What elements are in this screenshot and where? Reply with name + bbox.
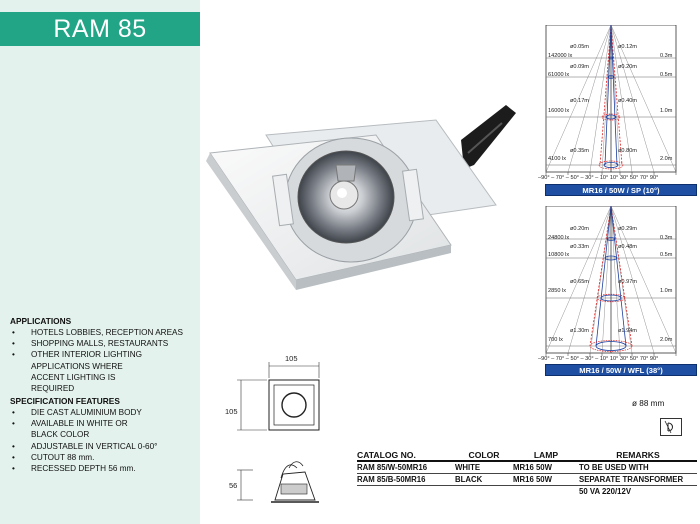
catalog-cell: 50 VA 220/12V [579,487,632,496]
catalog-cell: RAM 85/W-50MR16 [357,463,428,472]
lux-value: 2850 lx [548,288,567,294]
applications-list [10,327,198,394]
dimmer-symbol-icon [661,419,681,435]
beam-diameter-right: ø0.12m [618,44,637,50]
product-title: RAM 85 [0,12,200,46]
product-photo [206,95,526,295]
feature-item: • DIE CAST ALUMINIUM BODY [10,407,198,418]
beam-diameter-left: ø0.20m [570,226,589,232]
cutout-size: ø 88 mm [632,399,665,408]
beam-diameter-right: ø0.40m [618,98,637,104]
lux-value: 4100 lx [548,156,567,162]
table-row [357,462,697,474]
catalog-table [357,448,697,498]
application-item: • HOTELS LOBBIES, RECEPTION AREAS [10,327,198,338]
catalog-cell [357,486,455,498]
table-row [357,474,697,486]
application-item: • OTHER INTERIOR LIGHTING APPLICATIONS WHERE ACCENT LIGHTING IS REQUIRED [10,349,198,394]
lux-value: 10800 lx [548,252,570,258]
angle-axis-labels: –90° – 70° – 50° – 30° – 10° 10° 30° 50° 70° 90° [538,356,659,362]
beam-diameter-right: ø0.48m [618,244,637,250]
beam-diameter-left: ø0.35m [570,148,589,154]
distance-value: 0.5m [660,252,673,258]
distance-value: 1.0m [660,108,673,114]
lux-value: 61000 lx [548,72,570,78]
features-heading: SPECIFICATION FEATURES [10,396,120,406]
features-list [10,407,198,474]
photometric-chart-wfl [538,206,696,380]
feature-item: • RECESSED DEPTH 56 mm. [10,463,198,474]
distance-value: 0.3m [660,235,673,241]
catalog-cell: BLACK [455,475,483,484]
catalog-header-cell: REMARKS [616,450,660,460]
cutout-icon [660,418,682,436]
lux-value: 700 lx [548,337,563,343]
beam-diameter-right: ø0.80m [618,148,637,154]
catalog-cell [513,486,579,498]
beam-diameter-left: ø0.65m [570,279,589,285]
beam-diameter-left: ø0.33m [570,244,589,250]
distance-value: 1.0m [660,288,673,294]
beam-diameter-right: ø0.97m [618,279,637,285]
photometric-caption-wfl: MR16 / 50W / WFL (38°) [545,364,697,376]
catalog-cell: MR16 50W [513,475,552,484]
catalog-cell: SEPARATE TRANSFORMER [579,475,684,484]
lux-value: 24800 lx [548,235,570,241]
catalog-header-cell: LAMP [533,450,559,460]
feature-item: • CUTOUT 88 mm. [10,452,198,463]
height-dimension: 105 [225,407,238,416]
lux-value: 142000 lx [548,53,573,59]
beam-diameter-left: ø0.17m [570,98,589,104]
applications-heading: APPLICATIONS [10,316,72,326]
lux-value: 16000 lx [548,108,570,114]
photometric-chart-sp [538,25,696,199]
dimension-drawings [225,350,345,520]
catalog-header-cell: CATALOG NO. [357,450,416,460]
table-row [357,486,697,498]
feature-item: • AVAILABLE IN WHITE OR BLACK COLOR [10,418,198,440]
feature-item: • ADJUSTABLE IN VERTICAL 0-60° [10,441,198,452]
width-dimension: 105 [285,354,298,363]
beam-diameter-left: ø0.05m [570,44,589,50]
distance-value: 0.5m [660,72,673,78]
catalog-cell: MR16 50W [513,463,552,472]
beam-diameter-right: ø0.20m [618,64,637,70]
beam-diameter-left: ø0.09m [570,64,589,70]
beam-diameter-left: ø1.30m [570,328,589,334]
distance-value: 2.0m [660,337,673,343]
catalog-cell [455,486,513,498]
catalog-header-row [357,448,697,462]
catalog-cell: TO BE USED WITH [579,463,649,472]
depth-dimension: 56 [229,481,238,490]
application-item: • SHOPPING MALLS, RESTAURANTS [10,338,198,349]
distance-value: 2.0m [660,156,673,162]
angle-axis-labels: –90° – 70° – 50° – 30° – 10° 10° 30° 50° 70° 90° [538,175,659,181]
beam-diameter-right: ø0.29m [618,226,637,232]
dimension-drawing-svg [225,350,345,520]
distance-value: 0.3m [660,53,673,59]
catalog-cell: RAM 85/B-50MR16 [357,475,426,484]
catalog-header-cell: COLOR [468,450,500,460]
catalog-cell: WHITE [455,463,481,472]
beam-diameter-right: ø1.94m [618,328,637,334]
photometric-caption-sp: MR16 / 50W / SP (10°) [545,184,697,196]
